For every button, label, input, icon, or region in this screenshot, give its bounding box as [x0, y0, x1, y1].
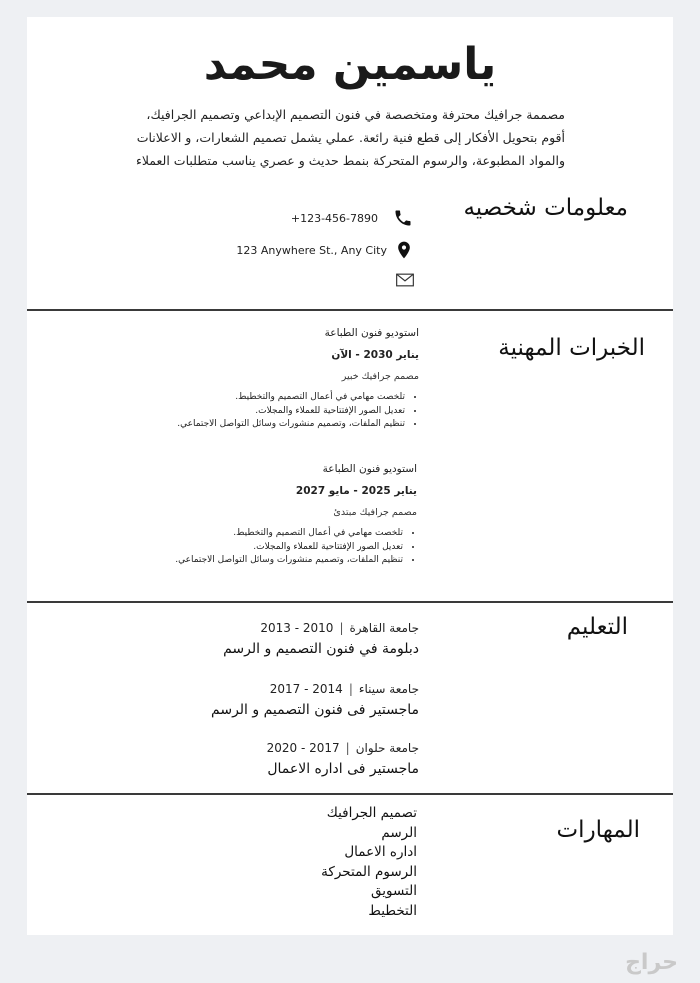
site-watermark-logo: حراج: [625, 950, 678, 975]
intro-line: والمواد المطبوعة، والرسوم المتحركة بنمط حديث و عصري يناسب متطلبات العملاء: [135, 153, 565, 168]
section-title-personal: معلومات شخصيه: [463, 195, 628, 221]
job-entry: [59, 327, 419, 432]
job-entry: [57, 463, 417, 568]
resume-page: [27, 17, 673, 935]
education-school: جامعة حلوان: [355, 741, 419, 755]
job-duties-list: [59, 391, 419, 432]
education-degree: ماجستير فى فنون التصميم و الرسم: [211, 702, 419, 718]
section-divider: [27, 309, 673, 311]
job-role: مصمم جرافيك خبير: [341, 371, 419, 382]
job-duties-list: [57, 527, 417, 568]
job-date: يناير 2025 - مايو 2027: [295, 485, 417, 497]
intro-line: مصممة جرافيك محترفة ومتخصصة في فنون التصميم الإبداعي وتصميم الجرافيك،: [146, 107, 565, 122]
education-degree: ماجستير فى اداره الاعمال: [267, 761, 419, 777]
education-years: 2010 - 2013: [260, 621, 334, 635]
section-title-skills: المهارات: [556, 817, 640, 843]
education-entry: جامعة حلوان|2017 - 2020 ماجستير فى اداره الاعمال: [266, 741, 419, 777]
job-duty: • تلخصت مهامي في أعمال التصميم والتخطيط.: [59, 391, 405, 405]
skill-item: الرسم: [381, 824, 417, 841]
skill-item: التخطيط: [368, 902, 417, 919]
skill-item: اداره الاعمال: [344, 844, 417, 860]
job-duty: • تلخصت مهامي في أعمال التصميم والتخطيط.: [57, 527, 403, 541]
job-company: استوديو فنون الطباعة: [322, 463, 417, 475]
location-pin-icon: [394, 239, 414, 259]
section-divider: [27, 601, 673, 603]
education-entry: جامعة سيناء|2014 - 2017 ماجستير فى فنون التصميم و الرسم: [211, 682, 419, 718]
education-entry: جامعة القاهرة|2010 - 2013 دبلومة في فنون التصميم و الرسم: [223, 621, 419, 657]
phone-number: +123-456-7890: [290, 212, 378, 225]
job-duty: • تنظيم الملفات، وتصميم منشورات وسائل التواصل الاجتماعي.: [57, 554, 403, 568]
job-duty: • تعديل الصور الإفتتاحية للعملاء والمجلات.: [57, 541, 403, 555]
job-duty: • تنظيم الملفات، وتصميم منشورات وسائل التواصل الاجتماعي.: [59, 418, 405, 432]
skill-item: التسويق: [371, 883, 417, 899]
section-divider: [27, 793, 673, 795]
education-years: 2017 - 2020: [266, 741, 340, 755]
job-role: مصمم جرافيك مبتدئ: [333, 507, 417, 518]
email-icon: [395, 271, 415, 291]
intro-paragraph: [105, 103, 565, 172]
education-school: جامعة القاهرة: [349, 621, 419, 635]
person-name: ياسمين محمد: [203, 39, 497, 90]
intro-line: أقوم بتحويل الأفكار إلى قطع فنية رائعة. عملي يشمل تصميم الشعارات، و الاعلانات: [136, 130, 565, 145]
job-date: يناير 2030 - الآن: [331, 349, 419, 361]
address-text: 123 Anywhere St., Any City: [236, 244, 387, 257]
job-duty: • تعديل الصور الإفتتاحية للعملاء والمجلات.: [59, 405, 405, 419]
job-company: استوديو فنون الطباعة: [324, 327, 419, 339]
phone-icon: [393, 208, 413, 228]
skill-item: الرسوم المتحركة: [321, 863, 417, 880]
skill-item: تصميم الجرافيك: [326, 805, 417, 821]
section-title-education: التعليم: [566, 614, 628, 640]
section-title-experience: الخبرات المهنية: [498, 335, 645, 361]
skills-list: [321, 804, 417, 921]
education-years: 2014 - 2017: [269, 682, 343, 696]
education-school: جامعة سيناء: [358, 682, 419, 696]
education-degree: دبلومة في فنون التصميم و الرسم: [223, 641, 419, 657]
